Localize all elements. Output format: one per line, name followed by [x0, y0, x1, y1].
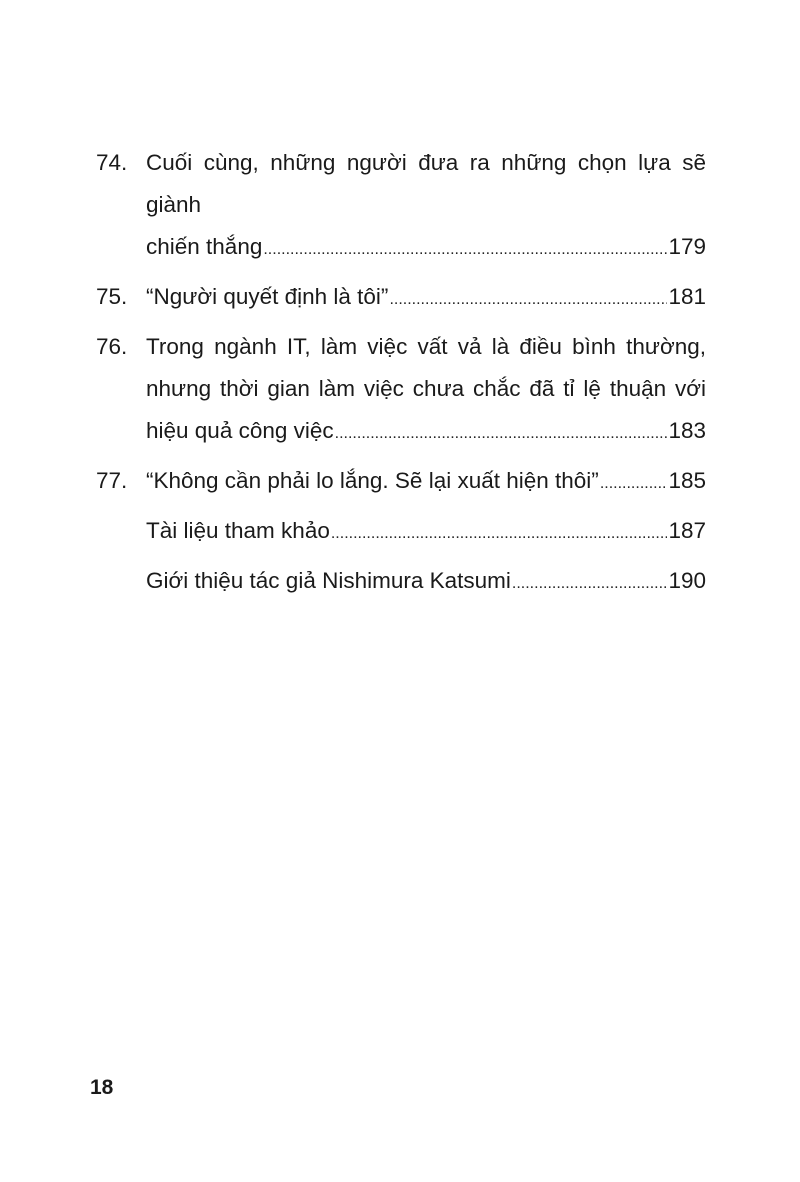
dot-leader	[389, 292, 667, 308]
toc-entry-75	[96, 276, 706, 318]
entry-body	[146, 460, 706, 502]
dot-leader	[331, 526, 668, 542]
entry-page-number: 185	[668, 468, 706, 493]
entry-number: 75.	[96, 284, 128, 309]
entry-title-end: chiến thắng	[146, 234, 263, 259]
entry-title-line: nhưng thời gian làm việc chưa chắc đã tỉ lệ thuận với	[146, 376, 706, 401]
entry-title-end: hiệu quả công việc	[146, 418, 334, 443]
entry-title-line: Trong ngành IT, làm việc vất vả là điều bình thường,	[146, 334, 706, 359]
entry-page-number: 190	[668, 568, 706, 593]
entry-number: 76.	[96, 334, 128, 359]
entry-body	[146, 510, 706, 552]
dot-leader	[263, 242, 667, 258]
dot-leader	[600, 476, 668, 492]
toc-entry-references	[96, 510, 706, 552]
entry-page-number: 187	[668, 518, 706, 543]
toc-entry-author	[96, 560, 706, 602]
entry-body	[146, 560, 706, 602]
entry-leader-line	[146, 560, 706, 602]
entry-page-number: 181	[668, 284, 706, 309]
entry-body	[146, 326, 706, 452]
dot-leader	[335, 426, 668, 442]
table-of-contents	[96, 142, 706, 610]
entry-title-end: “Người quyết định là tôi”	[146, 284, 389, 309]
entry-body	[146, 142, 706, 268]
entry-leader-line	[146, 226, 706, 268]
entry-leader-line	[146, 510, 706, 552]
entry-leader-line	[146, 460, 706, 502]
entry-title-end: “Không cần phải lo lắng. Sẽ lại xuất hiện thôi”	[146, 468, 599, 493]
entry-title-line: Cuối cùng, những người đưa ra những chọn lựa sẽ giành	[146, 150, 706, 217]
entry-title-end: Tài liệu tham khảo	[146, 518, 330, 543]
entry-title-end: Giới thiệu tác giả Nishimura Katsumi	[146, 568, 511, 593]
entry-leader-line	[146, 410, 706, 452]
entry-number: 74.	[96, 150, 128, 175]
dot-leader	[512, 576, 668, 592]
entry-page-number: 183	[668, 418, 706, 443]
toc-entry-76	[96, 326, 706, 452]
entry-page-number: 179	[668, 234, 706, 259]
toc-entry-74	[96, 142, 706, 268]
page-number: 18	[90, 1076, 114, 1099]
entry-leader-line	[146, 276, 706, 318]
toc-entry-77	[96, 460, 706, 502]
entry-number: 77.	[96, 468, 128, 493]
entry-body	[146, 276, 706, 318]
